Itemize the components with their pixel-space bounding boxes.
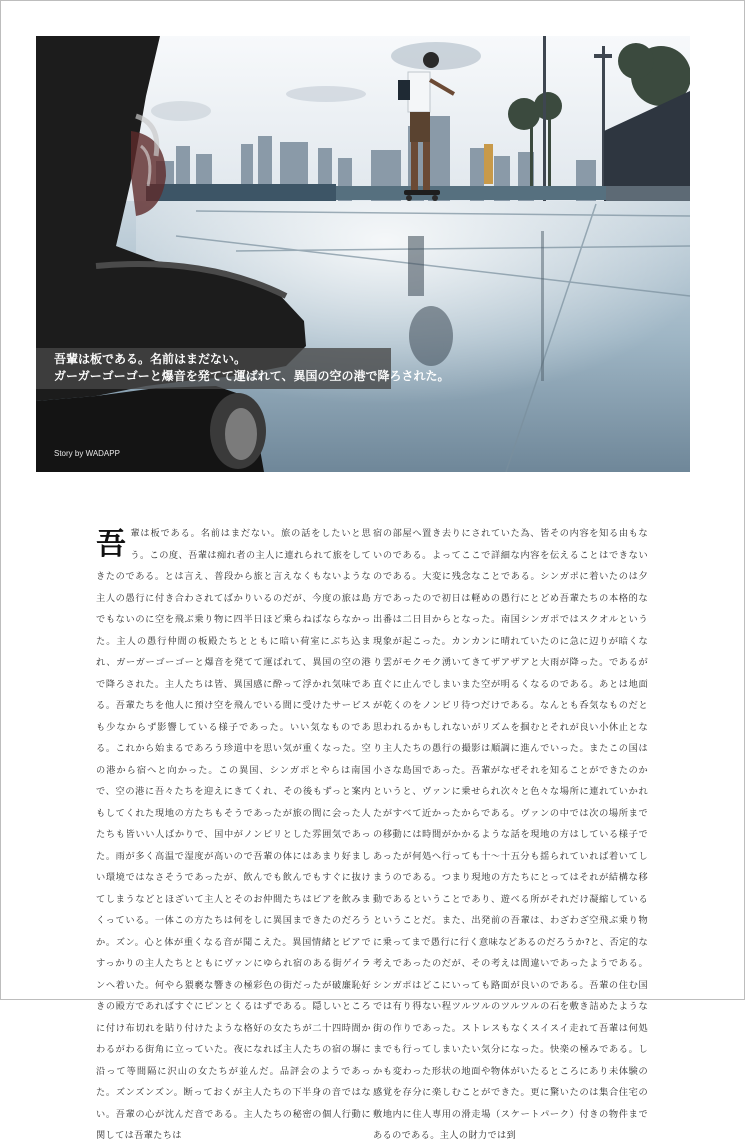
article-text-right: 宿の部屋へ置き去りにされていた為、皆その内容を知る由もないのである。よってここで詳細な内容を伝えることはできないのである。大変に残念なことである。シンガポに着いたのは夕方であったので初日は軽めの愚行にとどめ吾輩たちの本格的な出番は二日目からとなった。南国シンガポではスクオルという現象が起こった。カンカンに晴れていたのに急に辺りが暗くなり雲がモクモク湧いてきてザアザアと大雨が降った。であるが直ぐに止んでしまいまた空が明るくなるのである。あとは地面が乾くのをノンビリ待つだけである。なんとも呑気なものだと思われるかもしれないがリズムを掴むとそれが良い小休止となり主人たちの愚行の撮影は順調に進んでいった。またこの国は小さな島国であった。吾輩がなぜそれを知ることができたのかというと、ヴァンに乗せられ次々と色々な場所に連れていかれたがすべて近かったからである。ヴァンの中では次の場所までの移動には時間がかかるような話を現地の方はしている様子であったが何処へ行っても十〜十五分も揺られていれば着いてしまうのである。つまり現地の方たちにとってはそれが結構な移動であるということであり、遊べる所がそれだけ凝縮しているということだ。また、出発前の吾輩は、わざわざ空飛ぶ乗り物に乗ってまで愚行に行く意味などあるのだろうか?と、否定的な考えであったのだが、その考えは間違いであったようである。シンガポはどこにいっても路面が良いのである。吾輩の住む国では有り得ない程ツルツルのツルツルの石を敷き詰めたような街の作りであった。ストレスもなくスイスイ走れて吾輩は何処までも行ってしまいたい気分になった。快楽の極みである。しかも変わった形状の地面や物体がいたるところにあり未体験の感覚を存分に楽しむことができた。更に驚いたのは集合住宅の敷地内に住人専用の滑走場（スケートパーク）付きの物件まであるのである。主人の財力では到 xyxy=(373,528,648,1141)
drop-cap: 吾 xyxy=(96,527,127,562)
hero-photo xyxy=(36,36,690,472)
article-column-right xyxy=(373,523,648,1147)
article-column-left xyxy=(96,523,371,1147)
skate-scene-illustration xyxy=(36,36,690,472)
headline-line-1: 吾輩は板である。名前はまだない。 xyxy=(54,352,247,366)
headline-banner xyxy=(36,348,450,389)
story-credit: Story by WADAPP xyxy=(54,449,120,458)
headline-line-2: ガーガーゴーゴーと爆音を発てて運ばれて、異国の空の港で降ろされた。 xyxy=(54,369,450,383)
article-text-left: 輩は板である。名前はまだない。旅の話をしたいと思う。この度、吾輩は痴れ者の主人に連れられて旅をしてきたのである。とは言え、普段から旅と言えなくもないような主人の愚行に付き合わされてばかりいるのだが、今度の旅は島でもないのに空を飛ぶ乗り物に四半日ほど乗らねばならなかった。主人の愚行仲間の板殿たちとともに暗い荷室にぶち込まれ、ガーガーゴーゴーと爆音を発てて運ばれて、異国の空の港で降ろされた。主人たちは皆、異国感に酔って浮かれ気味である。吾輩たちを他人に預け空を飛んでいる間に受けたサービスも少なからず影響している様子であった。いい気なものである。これから始まるであろう珍道中を思い気が重くなった。空の港から宿へと向かった。この異国、シンガポとやらは南国で、空の港に吾々たちを迎えにきてくれ、その後もずっと案内もしてくれた現地の方たちもそうであったが旅の間に会った人たちも皆いい人ばかりで、国中がノンビリとした雰囲気であった。雨が多く高温で湿度が高いので吾輩の体にはあまり好ましい環境ではなさそうであったが、飲んでも飲んでもすぐに抜けてしまうなどとほざいて主人とそのお仲間たちはビアを飲みまくっている。一体この方たちは何をしに異国まできたのだろうか。ズン。心と体が重くなる音が聞こえた。異国情緒とビアですっかりの主人たちとともにヴァンにゆられ宿のある街ゲイランへ着いた。何やら猥褻な響きの極彩色の街だったが破廉恥好きの殿方であればすぐにピンとくるはずである。隠しいところに付け布切れを貼り付けたような格好の女たちが二十四時間かわるがわる街角に立っていた。夜になれば主人たちの宿の塀に沿って等間隔に沢山の女たちが並んだ。品評会のようであった。ズンズンズン。断っておくが主人たちの下半身の音ではない。吾輩の心が沈んだ音である。主人たちの秘密の個人行動に関しては吾輩たちは xyxy=(96,528,371,1141)
